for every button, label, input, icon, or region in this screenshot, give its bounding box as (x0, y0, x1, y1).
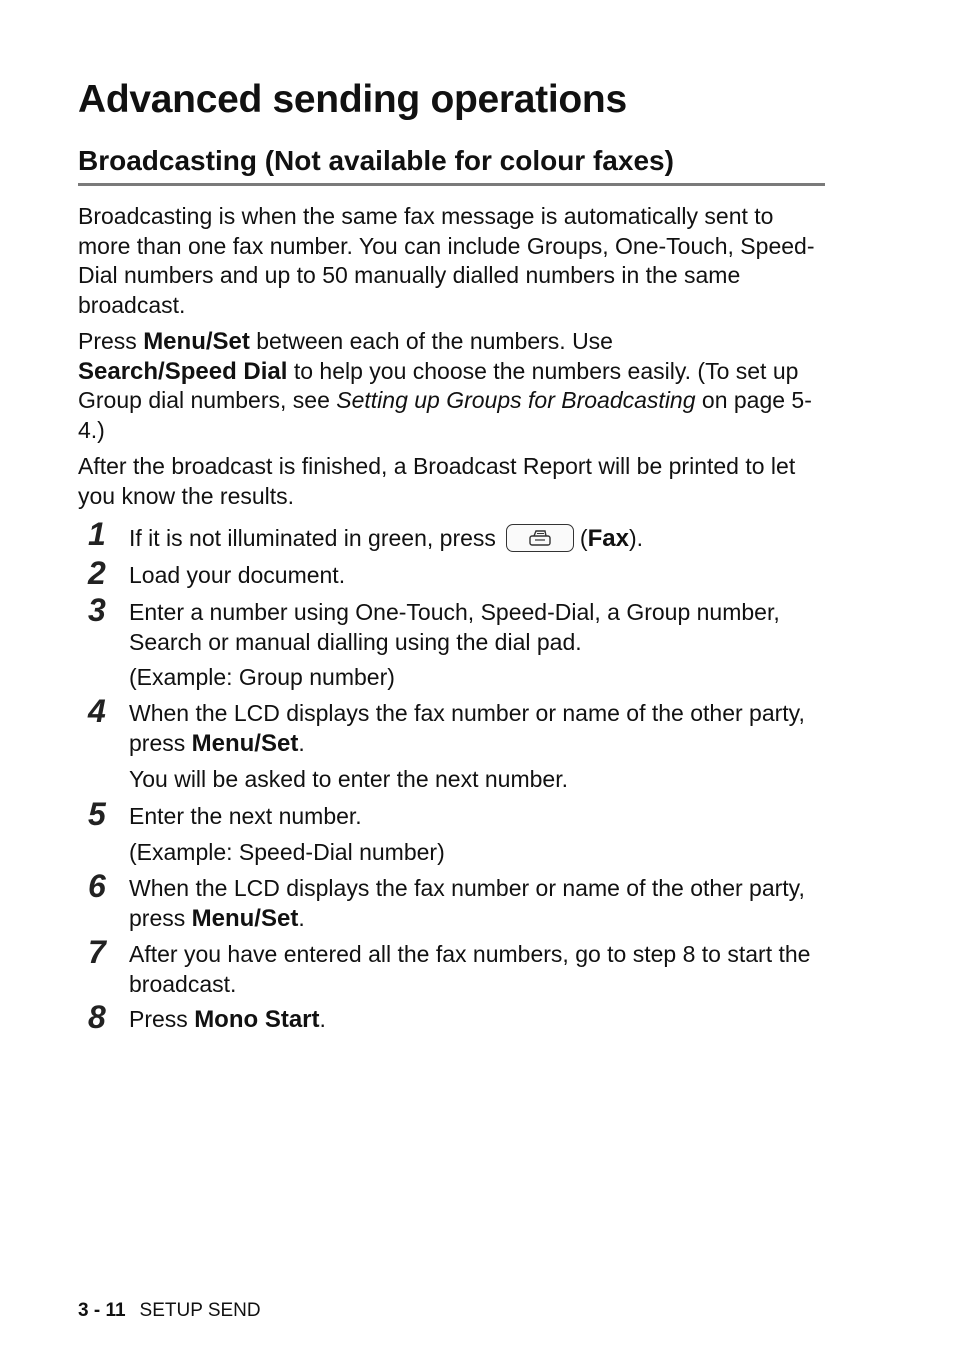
menu-set-key: Menu/Set (191, 729, 299, 757)
step-4-end: . (298, 729, 305, 756)
step-1-instruction: If it is not illuminated in green, press (129, 525, 496, 551)
section-heading: Broadcasting (Not available for colour faxes) (78, 145, 825, 186)
intro-paragraph-2 (78, 327, 828, 445)
p2-text-on-page: on page 5-4.) (78, 387, 812, 443)
p2-cross-reference: Setting up Groups for Broadcasting (336, 387, 696, 413)
step-1-text (129, 524, 829, 554)
step-4-instruction: When the LCD displays the fax number or name of the other party, press (129, 700, 805, 756)
step-6-end: . (298, 904, 305, 931)
step-number: 5 (88, 796, 106, 832)
step-3-note: (Example: Group number) (129, 664, 395, 690)
page-number: 3 - 11 (78, 1300, 126, 1321)
step-6-text (129, 874, 829, 933)
fax-key-label: Fax (587, 525, 629, 552)
step-8-instruction: Press (129, 1006, 195, 1032)
intro-paragraph-3: After the broadcast is finished, a Broadcast Report will be printed to let you know the results. (78, 453, 796, 509)
step-5-text: Enter the next number. (129, 803, 362, 829)
step-1-paren-open: ( (579, 525, 588, 551)
step-4-note: You will be asked to enter the next number. (129, 766, 568, 792)
step-6-instruction: When the LCD displays the fax number or name of the other party, press (129, 875, 805, 931)
p2-text-press: Press (78, 328, 144, 354)
fax-key-icon (506, 524, 574, 552)
p2-text-between: between each of the numbers. Use (249, 328, 613, 354)
step-number: 1 (88, 516, 106, 552)
page-title: Advanced sending operations (78, 78, 627, 121)
step-number: 2 (88, 555, 106, 591)
p2-text-help: to help you choose the numbers easily. (To set up Group dial numbers, see (78, 357, 799, 413)
p2-menu-set-key: Menu/Set (143, 328, 250, 355)
step-number: 8 (88, 999, 106, 1035)
step-number: 7 (88, 934, 106, 970)
step-3-text: Enter a number using One-Touch, Speed-Dial, a Group number, Search or manual dialling using the dial pad. (129, 599, 780, 655)
step-8-text (129, 1005, 829, 1035)
step-5-note: (Example: Speed-Dial number) (129, 839, 445, 865)
step-4-text (129, 699, 829, 758)
mono-start-key: Mono Start (194, 1006, 320, 1033)
step-1-paren-close: ). (628, 525, 643, 551)
step-number: 4 (88, 693, 106, 729)
chapter-name: SETUP SEND (139, 1300, 261, 1321)
menu-set-key: Menu/Set (191, 904, 299, 932)
step-7-text: After you have entered all the fax numbers, go to step 8 to start the broadcast. (129, 941, 811, 997)
p2-search-speed-dial-key: Search/Speed Dial (78, 357, 288, 385)
step-number: 3 (88, 592, 106, 628)
step-2-text: Load your document. (129, 562, 346, 588)
step-8-end: . (319, 1006, 326, 1032)
step-number: 6 (88, 868, 106, 904)
intro-paragraph-1: Broadcasting is when the same fax message is automatically sent to more than one fax number. You can include Groups, One-Touch, Speed-Dial numbers and up to 50 manually dialled numbers in the same broadcast. (78, 203, 815, 318)
page-footer (78, 1300, 261, 1322)
